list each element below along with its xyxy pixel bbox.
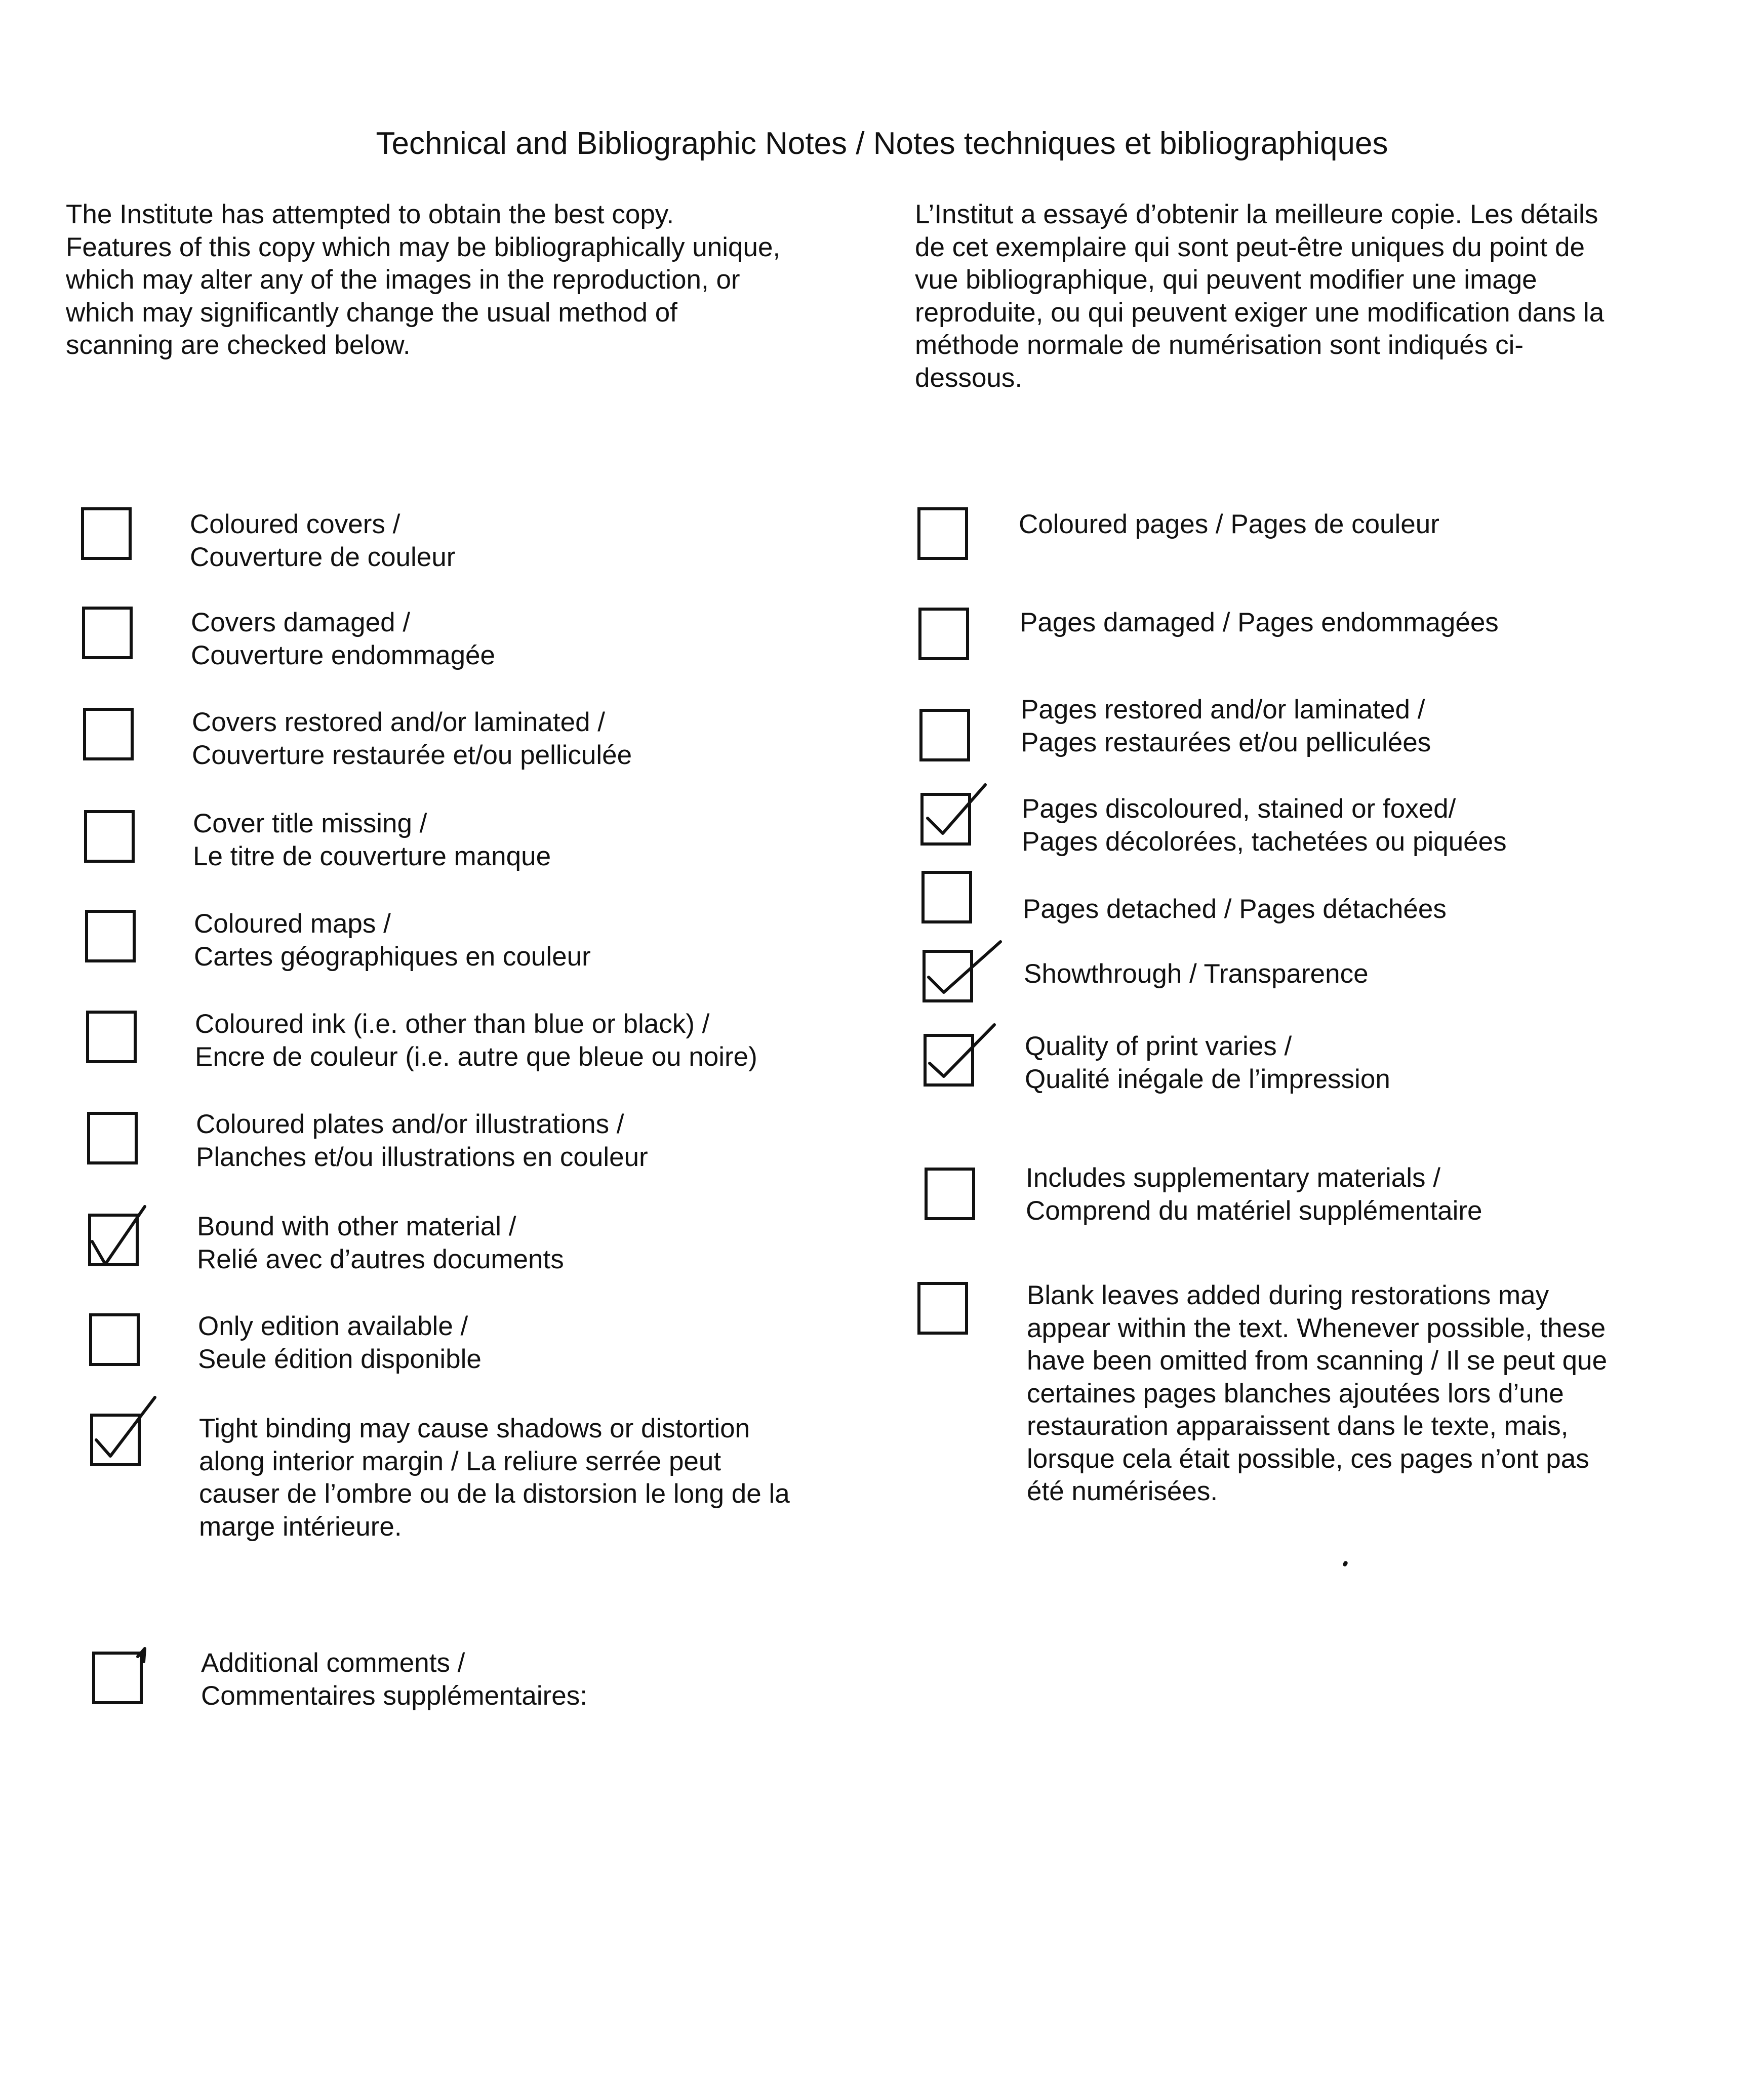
- checklist-item-label: Showthrough / Transparence: [1024, 959, 1369, 989]
- checkbox[interactable]: [917, 507, 968, 560]
- checklist-item-label: Covers damaged / Couverture endommagée: [191, 608, 496, 670]
- intro-english: The Institute has attempted to obtain the best copy. Features of this copy which may be bibliographically unique, which may alter any of the images in the reproduction, or which may significantly change the usual method of scanning are checked below.: [66, 199, 781, 360]
- checkmark-icon: [90, 1403, 171, 1479]
- checkbox[interactable]: [917, 1282, 968, 1335]
- checkmark-icon: [920, 783, 1001, 859]
- checkbox[interactable]: [83, 708, 134, 760]
- checklist-item-label: Coloured maps / Cartes géographiques en couleur: [194, 909, 591, 972]
- checklist-item-label: Bound with other material / Relié avec d’autres documents: [197, 1212, 564, 1274]
- checklist-item-label: Coloured plates and/or illustrations / Planches et/ou illustrations en couleur: [196, 1109, 648, 1172]
- checkbox[interactable]: [89, 1313, 140, 1366]
- checkbox[interactable]: [921, 871, 972, 923]
- checklist-item-label: Coloured ink (i.e. other than blue or black) / Encre de couleur (i.e. autre que bleue ou noire): [195, 1009, 757, 1072]
- checkmark-icon: [924, 1024, 1005, 1100]
- page-title: Technical and Bibliographic Notes / Notes techniques et bibliographiques: [376, 126, 1388, 161]
- checklist-item-label: Pages damaged / Pages endommagées: [1020, 608, 1499, 637]
- checkbox[interactable]: [84, 810, 135, 863]
- checkmark-icon: [923, 940, 1014, 1016]
- pen-mark-icon: [92, 1641, 173, 1717]
- checklist-item-label: Pages restored and/or laminated / Pages restaurées et/ou pelliculées: [1021, 695, 1431, 757]
- ink-speck: [1342, 1560, 1348, 1568]
- checklist-item-label: Pages detached / Pages détachées: [1023, 894, 1447, 924]
- checklist-item-label: Only edition available / Seule édition disponible: [198, 1311, 482, 1374]
- intro-french: L’Institut a essayé d’obtenir la meilleure copie. Les détails de cet exemplaire qui sont peut-être uniques du point de vue bibliographique, qui peuvent modifier une image reproduite, ou qui peuvent exiger une modification dans la méthode normale de numérisation sont indiqués ci- dessous.: [915, 199, 1605, 393]
- checklist-item-label: Coloured pages / Pages de couleur: [1019, 509, 1439, 539]
- checklist-item-label: Additional comments / Commentaires supplémentaires:: [201, 1648, 587, 1711]
- checklist-item-label: Blank leaves added during restorations may appear within the text. Whenever possible, these have been omitted from scanning / Il se peut que certaines pages blanches ajoutées lors d’une restauration apparaissent dans le texte, mais, lorsque cela était possible, ces pages n’ont pas été numérisées.: [1027, 1280, 1608, 1506]
- checkbox[interactable]: [81, 507, 132, 560]
- checkbox[interactable]: [925, 1168, 975, 1220]
- checklist-item-label: Tight binding may cause shadows or distortion along interior margin / La reliure serrée peut causer de l’ombre ou de la distorsion le long de la marge intérieure.: [199, 1414, 790, 1542]
- checkbox[interactable]: [85, 910, 136, 962]
- checklist-item-label: Includes supplementary materials / Comprend du matériel supplémentaire: [1026, 1163, 1482, 1226]
- checkbox[interactable]: [86, 1011, 137, 1063]
- checklist-item-label: Covers restored and/or laminated / Couverture restaurée et/ou pelliculée: [192, 707, 632, 770]
- checklist-item-label: Quality of print varies / Qualité inégale de l’impression: [1025, 1031, 1390, 1094]
- checkbox[interactable]: [87, 1112, 138, 1164]
- checklist-item-label: Coloured covers / Couverture de couleur: [190, 509, 456, 572]
- checklist-item-label: Pages discoloured, stained or foxed/ Pages décolorées, tachetées ou piquées: [1022, 794, 1507, 857]
- checkbox[interactable]: [919, 709, 970, 761]
- checklist-item-label: Cover title missing / Le titre de couverture manque: [193, 809, 551, 871]
- checkmark-icon: [88, 1203, 169, 1279]
- checkbox[interactable]: [82, 607, 133, 659]
- checkbox[interactable]: [918, 608, 969, 660]
